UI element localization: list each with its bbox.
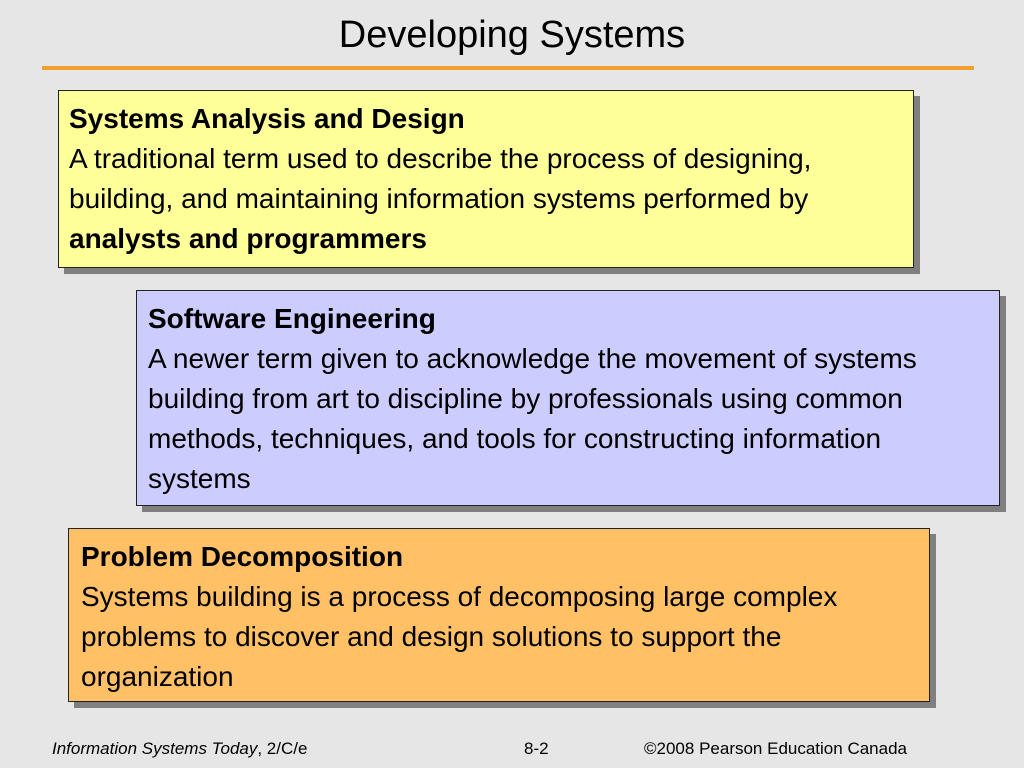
software-engineering-box bbox=[136, 290, 1000, 506]
footer-book-info bbox=[52, 738, 307, 760]
software-engineering-body: A newer term given to acknowledge the movement of systems building from art to discipline by professionals using common methods, techniques, and tools for constructing information systems bbox=[148, 343, 917, 494]
footer-page-number: 8-2 bbox=[524, 739, 549, 758]
systems-analysis-box bbox=[58, 90, 914, 268]
footer-book-title: Information Systems Today bbox=[52, 739, 258, 758]
software-engineering-heading: Software Engineering bbox=[148, 303, 436, 334]
slide-title: Developing Systems bbox=[338, 14, 686, 56]
problem-decomposition-box bbox=[68, 528, 930, 702]
problem-decomposition-heading: Problem Decomposition bbox=[81, 541, 404, 572]
systems-analysis-body: A traditional term used to describe the process of designing, building, and maintaining information systems performed by bbox=[69, 143, 812, 214]
systems-analysis-text bbox=[69, 139, 903, 259]
problem-decomposition-body: Systems building is a process of decomposing large complex problems to discover and design solutions to support the organization bbox=[81, 581, 838, 692]
systems-analysis-heading: Systems Analysis and Design bbox=[69, 103, 465, 134]
systems-analysis-emphasis: analysts and programmers bbox=[69, 223, 427, 254]
footer-edition: , 2/C/e bbox=[257, 739, 308, 758]
title-divider bbox=[42, 66, 974, 70]
footer-copyright: ©2008 Pearson Education Canada bbox=[644, 739, 907, 758]
